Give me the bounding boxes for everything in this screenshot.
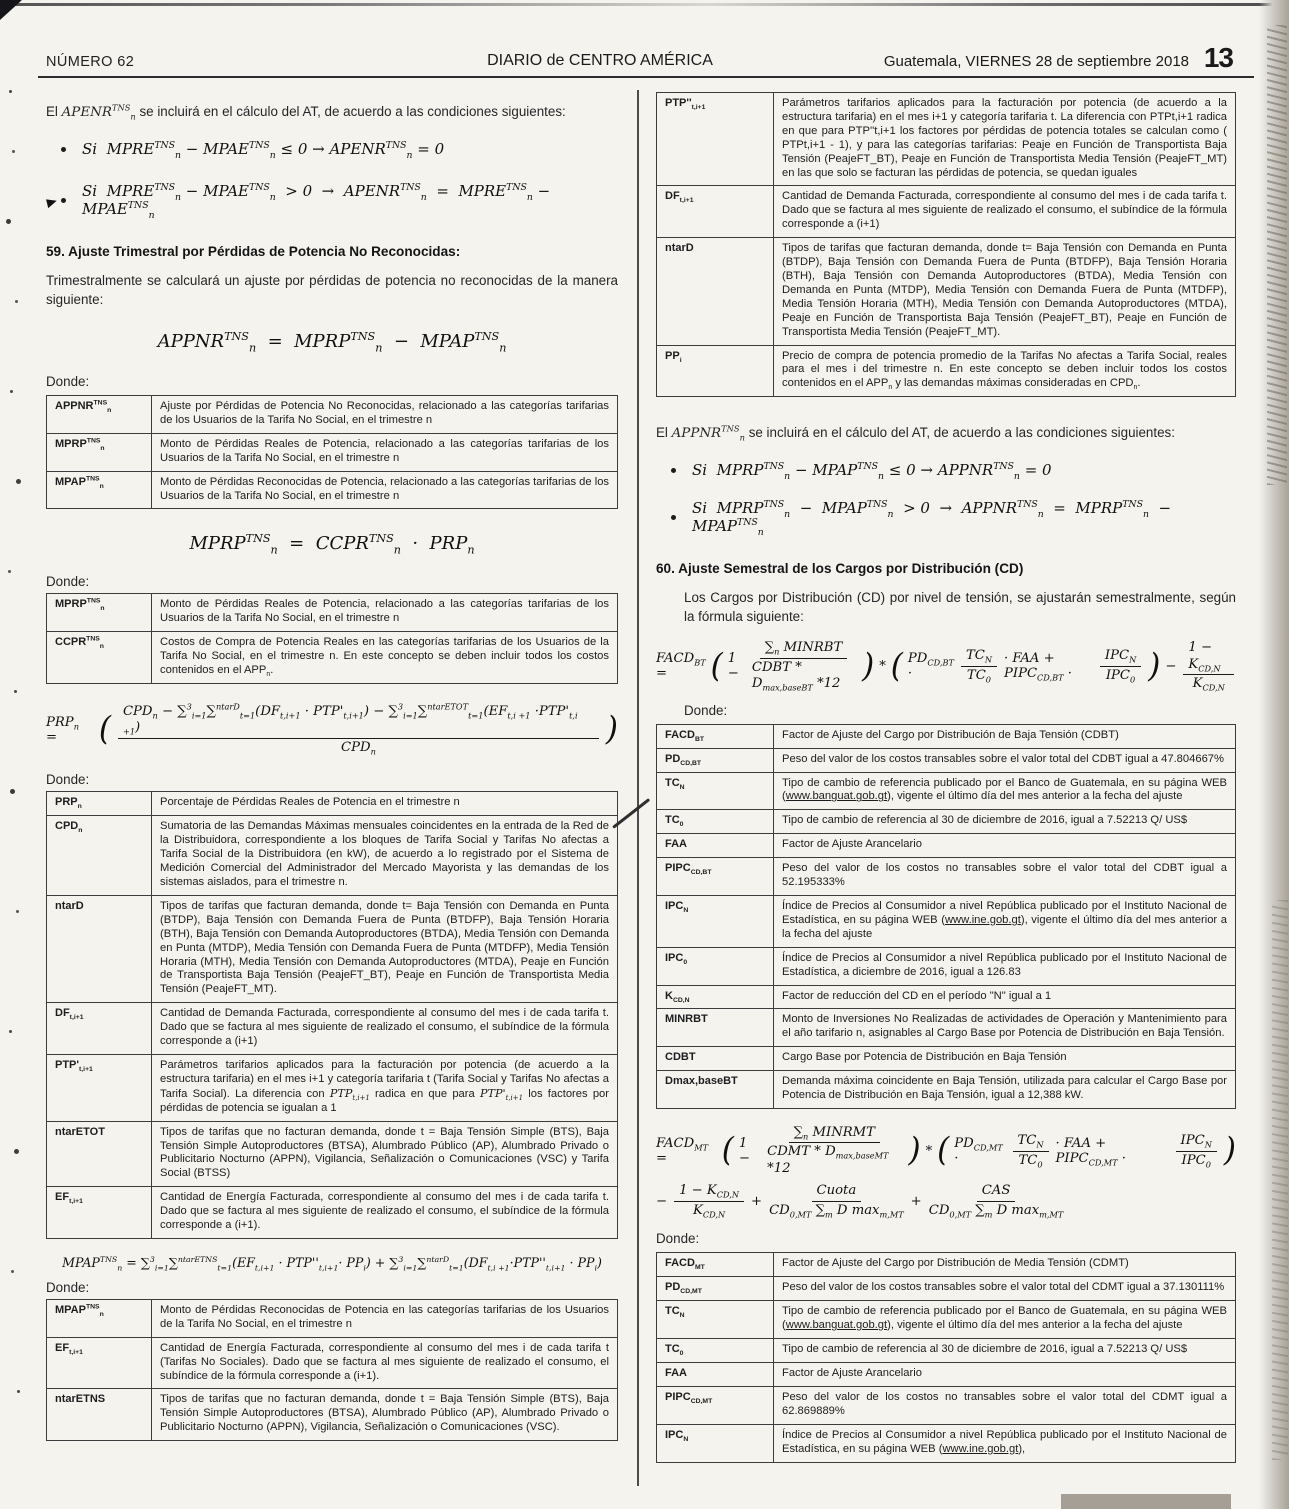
fraction: $\frac{\text{Cuota}}{CD_{0,MT} \sum_m D \max_{m,MT}}$ [769, 1183, 904, 1220]
table-row [47, 792, 618, 816]
table-row [47, 1121, 618, 1187]
term-cell: $PRP_n$ [47, 792, 152, 816]
formula-facd-bt: $FACD_{BT}$ = ( 1 − $\frac{\sum_n MINRBT}{CDBT * D_{max,baseBT} *12}$ ) * ( $PD_{CD,BT}$ · $\frac{TC_N}{TC_0}$ · FAA + $PIPC_{CD,BT}$ · $\frac{IPC_N}{IPC_0}$ ) − $\frac{1 - K_{CD,N}}{K_{CD,N}}$ [656, 640, 1236, 693]
definition-cell: Factor de Ajuste Arancelario [774, 1362, 1236, 1386]
term-cell: $DF_{t,i+1}$ [657, 186, 774, 238]
definition-cell: Índice de Precios al Consumidor a nivel República publicado por el Instituto Nacional de Estadística, en su página WEB (www.ine.gob.gt), [774, 1424, 1236, 1462]
fraction: $\frac{TC_N}{TC_0}$ [961, 648, 997, 684]
term-cell: MINRBT [657, 1009, 774, 1047]
formula-condition-2-right: Si $MPRP^{TNS}_n$ − $MPAP^{TNS}_n > 0$ → $APPNR^{TNS}_n$ = $MPRP^{TNS}_n$ − $MPAP^{TNS}_n$ [692, 499, 1181, 539]
definition-cell: Sumatoria de las Demandas Máximas mensuales coincidentes en la entrada de la Red de la Distribuidora, correspondiente a los bloques de Tarifa Social y Tarifas No afectas a Tarifa Social de la Distribuidora (en kW), de acuerdo a lo registrado por el Sistema de Medición Comercial del Administrador del Mercado Mayorista y las demandas de los sistemas aislados, para el trimestre n. [152, 816, 618, 896]
table-row [657, 1301, 1236, 1339]
definition-cell: Índice de Precios al Consumidor a nivel República publicado por el Instituto Nacional de Estadística, a diciembre de 2016, igual a 126.83 [774, 947, 1236, 985]
section-59-heading: 59. Ajuste Trimestral por Pérdidas de Potencia No Reconocidas: [46, 244, 461, 259]
table-row [657, 1253, 1236, 1277]
fraction: $\frac{IPC_N}{IPC_0}$ [1100, 648, 1141, 684]
term-cell: FAA [657, 1362, 774, 1386]
definition-cell: Cantidad de Demanda Facturada, correspondiente al consumo del mes i de cada tarifa t. Dado que se factura al mes siguiente de realizado el consumo, el subíndice de la fórmula corresponde a (i+1) [774, 186, 1236, 238]
newspaper-title: DIARIO de CENTRO AMÉRICA [487, 52, 713, 69]
table-row [47, 396, 618, 434]
term-cell: $CPD_n$ [47, 816, 152, 896]
term-cell: $MPRP^{TNS}_n$ [47, 433, 152, 471]
definition-cell: Tipo de cambio de referencia publicado por el Banco de Guatemala, en su página WEB (www.banguat.gob.gt), vigente el último día del mes anterior a la fecha del ajuste [774, 772, 1236, 810]
definition-cell: Cargo Base por Potencia de Distribución en Baja Tensión [774, 1047, 1236, 1071]
definition-cell: Porcentaje de Pérdidas Reales de Potencia en el trimestre n [152, 792, 618, 816]
term-cell: $IPC_N$ [657, 1424, 774, 1462]
fraction: $\frac{1 - K_{CD,N}}{K_{CD,N}}$ [674, 1183, 744, 1219]
term-cell: $TC_0$ [657, 1339, 774, 1363]
definition-cell: Tipo de cambio de referencia al 30 de diciembre de 2016, igual a 7.52213 Q/ US$ [774, 810, 1236, 834]
term-cell: $PP_i$ [657, 345, 774, 397]
term-cell: $PD_{CD,BT}$ [657, 748, 774, 772]
table-row [657, 1362, 1236, 1386]
table-row [657, 772, 1236, 810]
table-row [47, 1389, 618, 1441]
definition-cell: Factor de Ajuste Arancelario [774, 834, 1236, 858]
formula-condition-2: Si $MPRE^{TNS}_n$ − $MPAE^{TNS}_n > 0$ → $APENR^{TNS}_n$ = $MPRE^{TNS}_n$ − $MPAE^{TNS}_n$ [82, 182, 555, 221]
term-cell: $EF_{t,i+1}$ [47, 1337, 152, 1389]
term-cell: $EF_{t,i+1}$ [47, 1187, 152, 1239]
table-row [47, 471, 618, 509]
definition-cell: Costos de Compra de Potencia Reales en las categorías tarifarias de los Usuarios de la Tarifa No Social, en el trimestre n. En este concepto se deben incluir todos los costos contenidos en el $APP_n$. [152, 632, 618, 684]
definition-cell: Cantidad de Energía Facturada, correspondiente al consumo del mes i de cada tarifa t. Dado que se factura al mes siguiente de realizado el consumo, el subíndice de la fórmula corresponde a (i+1). [152, 1187, 618, 1239]
definitions-table-bt [656, 724, 1236, 1109]
definition-cell: Tipo de cambio de referencia al 30 de diciembre de 2016, igual a 7.52213 Q/ US$ [774, 1339, 1236, 1363]
left-column [46, 94, 618, 1441]
table-row [657, 1009, 1236, 1047]
definition-cell: Índice de Precios al Consumidor a nivel República publicado por el Instituto Nacional de Estadística, en su página WEB (www.ine.gob.gt), vigente el último día del mes anterior a la fecha del ajuste [774, 895, 1236, 947]
column-divider [637, 90, 639, 1486]
term-cell: Dmax,baseBT [657, 1071, 774, 1109]
term-cell: $MPRP^{TNS}_n$ [47, 594, 152, 632]
term-cell: $PIPC_{CD,MT}$ [657, 1386, 774, 1424]
term-cell: $TC_N$ [657, 772, 774, 810]
term-cell: $PTP'_{t,i+1}$ [47, 1054, 152, 1121]
table-row [657, 186, 1236, 238]
table-row [657, 1277, 1236, 1301]
section-59-paragraph: Trimestralmente se calculará un ajuste por pérdidas de potencia no reconocidas de la manera siguiente: [46, 273, 618, 307]
definition-cell: Monto de Pérdidas Reconocidas de Potencia en las categorías tarifarias de los Usuarios de la Tarifa No Social, en el trimestre n [152, 1299, 618, 1337]
table-row [657, 1071, 1236, 1109]
definition-cell: Parámetros tarifarios aplicados para la facturación por potencia (de acuerdo a la estructura tarifaria) en el mes i+1 y categoría tarifaria t. La diferencia con PTPt,i+1 radica en que para PTP''t,i+1 los factores por pérdidas de potencia totales se calculan como ( PTPt,i+1 - 1), y para las categorías tarifarias: Peaje en Función de Transportista Baja Tensión (PeajeFT_BT), Peaje en Función de Transportista Media Tensión (PeajeFT_MT) en las que solo se facturan las pérdidas de potencia, se quedan iguales [774, 93, 1236, 186]
fraction: $\frac{\text{CAS}}{CD_{0,MT} \sum_m D \max_{m,MT}}$ [928, 1183, 1064, 1220]
page-curl-texture [1272, 900, 1288, 1460]
fraction: $\frac{TC_N}{TC_0}$ [1013, 1133, 1049, 1169]
term-cell: $FACD_{MT}$ [657, 1253, 774, 1277]
definition-cell: Demanda máxima coincidente en Baja Tensión, utilizada para calcular el Cargo Base por Potencia de Distribución en Baja Tensión, igual a 12,388 kW. [774, 1071, 1236, 1109]
condition-bullet [46, 140, 618, 161]
donde-label: Donde: [46, 374, 90, 389]
term-cell: $PIPC_{CD,BT}$ [657, 858, 774, 896]
term-cell: $CCPR^{TNS}_n$ [47, 632, 152, 684]
bullet-icon [671, 515, 676, 520]
header-rule [38, 76, 1254, 78]
bullet-icon [671, 468, 676, 473]
page-number: 13 [1203, 42, 1233, 73]
table-row [47, 1003, 618, 1055]
donde-label: Donde: [46, 1279, 90, 1295]
table-row [657, 724, 1236, 748]
definition-cell: Monto de Pérdidas Reales de Potencia, relacionado a las categorías tarifarias de los Usuarios de la Tarifa No Social, en el trimestre n [152, 433, 618, 471]
definitions-table-mpap [46, 1299, 618, 1441]
term-cell: $APPNR^{TNS}_n$ [47, 396, 152, 434]
scan-corner-artifact [0, 0, 22, 20]
fraction: $\frac{IPC_N}{IPC_0}$ [1176, 1133, 1217, 1169]
term-cell: $IPC_0$ [657, 947, 774, 985]
definition-cell: Peso del valor de los costos transables sobre el valor total del CDMT igual a 37.130111% [774, 1277, 1236, 1301]
formula-condition-1-right: Si $MPRP^{TNS}_n$ − $MPAP^{TNS}_n \le 0$ → $APPNR^{TNS}_n = 0$ [692, 461, 1052, 483]
table-row [657, 748, 1236, 772]
definition-cell: Factor de Ajuste del Cargo por Distribución de Media Tensión (CDMT) [774, 1253, 1236, 1277]
section-60-paragraph: Los Cargos por Distribución (CD) por nivel de tensión, se ajustarán semestralmente, según la fórmula siguiente: [684, 590, 1236, 625]
definitions-table-mt [656, 1252, 1236, 1462]
term-cell: $PTP''_{t,i+1}$ [657, 93, 774, 186]
definitions-table-prp [46, 791, 618, 1238]
scan-bottom-artifact [1061, 1494, 1231, 1509]
donde-label: Donde: [46, 574, 90, 590]
term-cell: $IPC_N$ [657, 895, 774, 947]
definitions-table-mprp [46, 593, 618, 684]
section-60-heading: 60. Ajuste Semestral de los Cargos por Distribución (CD) [656, 561, 1024, 577]
term-cell: ntarETNS [47, 1389, 152, 1441]
page-curl-texture [1267, 25, 1287, 485]
table-row [657, 985, 1236, 1009]
table-row [47, 816, 618, 896]
fraction: $\frac{\sum_n MINRBT}{CDBT * D_{max,baseBT} *12}$ [752, 640, 855, 693]
formula-mpap: $MPAP^{TNS}_n = \sum^3_{i=1}\sum^{ntarETNS}_{t=1}(EF_{t,i+1} \cdot PTP''_{t,i+1}\cdot PP_i) + \sum^3_{i=1}\sum^{ntarD}_{t=1}(DF_{t,i +1}\cdot PTP''_{t,i+1} \cdot PP_i)$ [62, 1254, 602, 1273]
definition-cell: Peso del valor de los costos no transables sobre el valor total del CDBT igual a 52.195333% [774, 858, 1236, 896]
table-row [47, 1054, 618, 1121]
term-cell: $K_{CD,N}$ [657, 985, 774, 1009]
definition-cell: Tipos de tarifas que facturan demanda, donde t= Baja Tensión con Demanda en Punta (BTDP), Baja Tensión con Demanda Fuera de Punta (BTDFP), Baja Tensión Horaria (BTH), Baja Tensión con Demanda Autoproductores (BTDA), Media Tensión con Demanda en Punta (MTDP), Media Tensión con Demanda Fuera de Punta (MTDFP), Media Tensión Horaria (MTH), Media Tensión con Demanda Autoproductores (MTDA), Peaje en Función de Transportista Baja Tensión (PeajeFT_BT), Peaje en Función de Transportista Media Tensión (PeajeFT_MT). [774, 238, 1236, 345]
fraction: $\frac{\sum_n MINRMT}{CDMT * D_{max,baseMT} *12}$ [767, 1124, 889, 1176]
definition-cell: Precio de compra de potencia promedio de la Tarifas No afectas a Tarifa Social, reales para el mes i del trimestre n. En este concepto se deben incluir todos los costos contenidos en el $APP_n$ y las demandas máximas consideradas en $CPD_n$. [774, 345, 1236, 397]
formula-appnr: $APPNR^{TNS}_n$ = $MPRP^{TNS}_n$ − $MPAP^{TNS}_n$ [157, 330, 507, 355]
donde-label: Donde: [684, 702, 728, 718]
term-cell: ntarD [47, 895, 152, 1002]
definition-cell: Monto de Pérdidas Reconocidas de Potencia, relacionado a las categorías tarifarias de los Usuarios de la Tarifa No Social, en el trimestre n [152, 471, 618, 509]
definition-cell: Peso del valor de los costos no transables sobre el valor total del CDMT igual a 62.869889% [774, 1386, 1236, 1424]
table-row [47, 632, 618, 684]
bullet-icon [61, 198, 66, 203]
intro-paragraph: El $APENR^{TNS}_n$ se incluirá en el cálculo del AT, de acuerdo a las condiciones siguientes: [46, 102, 566, 122]
definition-cell: Monto de Pérdidas Reales de Potencia, relacionado a las categorías tarifarias de los Usuarios de la Tarifa No Social, en el trimestre n [152, 594, 618, 632]
formula-prp: $PRP_n$ = ( $CPD_n - \sum^3_{i=1}\sum^{ntarD}_{t=1}(DF_{t,i+1} \cdot PTP'_{t,i+1}) - \sum^3_{i=1}\sum^{ntarETOT}_{t=1}(EF_{t,i +1} \cdot PTP'_{t,i +1})$ $CPD_n$ ) [46, 701, 618, 757]
header-date: Guatemala, VIERNES 28 de septiembre 2018 [883, 53, 1189, 70]
table-row [47, 895, 618, 1002]
fraction: $CPD_n - \sum^3_{i=1}\sum^{ntarD}_{t=1}(DF_{t,i+1} \cdot PTP'_{t,i+1}) - \sum^3_{i=1}\sum^{ntarETOT}_{t=1}(EF_{t,i +1} \cdot PTP'_{t,i +1})$ $CPD_n$ [118, 704, 599, 757]
definition-cell: Factor de Ajuste del Cargo por Distribución de Baja Tensión (CDBT) [774, 724, 1236, 748]
intro-paragraph-right: El $APPNR^{TNS}_n$ se incluirá en el cálculo del AT, de acuerdo a las condiciones siguientes: [656, 423, 1175, 443]
donde-label: Donde: [656, 1231, 700, 1247]
definition-cell: Tipos de tarifas que no facturan demanda, donde t = Baja Tensión Simple (BTS), Baja Tensión Simple Autoproductores (BTSA), Alumbrado Público (AP), Alumbrado Privado o Publicitario Nocturno (APPN), Vigilancia, Señalización o Comunicaciones (VSC). [152, 1389, 618, 1441]
right-column [656, 92, 1236, 1463]
issue-number: NÚMERO 62 [46, 54, 135, 70]
term-cell: $PD_{CD,MT}$ [657, 1277, 774, 1301]
table-row [47, 594, 618, 632]
term-cell: $MPAP^{TNS}_n$ [47, 1299, 152, 1337]
table-row [47, 1337, 618, 1389]
definitions-table-appnr [46, 395, 618, 509]
table-row [657, 810, 1236, 834]
formula-facd-mt-line1: $FACD_{MT}$ = ( 1 − $\frac{\sum_n MINRMT}{CDMT * D_{max,baseMT} *12}$ ) * ( $PD_{CD,MT}$ · $\frac{TC_N}{TC_0}$ · FAA + $PIPC_{CD,MT}$ · $\frac{IPC_N}{IPC_0}$ ) [656, 1124, 1236, 1176]
table-row [47, 1187, 618, 1239]
definition-cell: Tipos de tarifas que no facturan demanda, donde t = Baja Tensión Simple (BTS), Baja Tensión Simple Autoproductores (BTSA), Alumbrado Público (AP), Alumbrado Privado o Publicitario Nocturno (APPN), Vigilancia, Señalización o Comunicaciones (VSC) y Tarifa Social (BTSS) [152, 1121, 618, 1187]
definition-cell: Monto de Inversiones No Realizadas de actividades de Operación y Mantenimiento para el año tarifario n, asignables al Cargo Base por Potencia de Distribución en Baja Tensión. [774, 1009, 1236, 1047]
condition-bullet [656, 461, 1236, 483]
table-row [657, 1386, 1236, 1424]
term-cell: FAA [657, 834, 774, 858]
scan-top-edge-artifact [0, 3, 1289, 6]
term-cell: $DF_{t,i+1}$ [47, 1003, 152, 1055]
definitions-table-continued [656, 92, 1236, 397]
formula-mprp: $MPRP^{TNS}_n$ = $CCPR^{TNS}_n \cdot PRP_n$ [189, 532, 475, 558]
definition-cell: Tipos de tarifas que facturan demanda, donde t= Baja Tensión con Demanda en Punta (BTDP), Baja Tensión con Demanda Fuera de Punta (BTDFP), Baja Tensión Horaria (BTH), Baja Tensión con Demanda Autoproductores (BTDA), Media Tensión con Demanda en Punta (MTDP), Media Tensión con Demanda Fuera de Punta (MTDFP), Media Tensión Horaria (MTH), Media Tensión con Demanda Autoproductores (MTDA), Peaje en Función de Transportista Baja Tensión (PeajeFT_BT), Peaje en Función de Transportista Media Tensión (PeajeFT_MT). [152, 895, 618, 1002]
condition-bullet [656, 499, 1236, 539]
term-cell: ntarD [657, 238, 774, 345]
table-row [47, 1299, 618, 1337]
table-row [657, 895, 1236, 947]
table-row [657, 1047, 1236, 1071]
donde-label: Donde: [46, 772, 90, 788]
condition-bullet [46, 182, 618, 221]
table-row [657, 238, 1236, 345]
term-cell: $FACD_{BT}$ [657, 724, 774, 748]
term-cell: $TC_0$ [657, 810, 774, 834]
bullet-icon [61, 147, 66, 152]
scan-specks [9, 90, 12, 93]
table-row [657, 834, 1236, 858]
table-row [657, 1424, 1236, 1462]
table-row [657, 1339, 1236, 1363]
definition-cell: Peso del valor de los costos transables sobre el valor total del CDBT igual a 47.804667% [774, 748, 1236, 772]
definition-cell: Cantidad de Demanda Facturada, correspondiente al consumo del mes i de cada tarifa t. Dado que se factura al mes siguiente de realizado el consumo, el subíndice de la fórmula corresponde a (i+1) [152, 1003, 618, 1055]
table-row [47, 433, 618, 471]
term-cell: CDBT [657, 1047, 774, 1071]
formula-facd-mt-line2: − $\frac{1 - K_{CD,N}}{K_{CD,N}}$ + $\frac{\text{Cuota}}{CD_{0,MT} \sum_m D \max_{m,MT}}$ + $\frac{\text{CAS}}{CD_{0,MT} \sum_m D \max_{m,MT}}$ [656, 1183, 1064, 1220]
table-row [657, 858, 1236, 896]
table-row [657, 345, 1236, 397]
definition-cell: Ajuste por Pérdidas de Potencia No Reconocidas, relacionado a las categorías tarifarias de los Usuarios de la Tarifa No Social, en el trimestre n [152, 396, 618, 434]
definition-cell: Cantidad de Energía Facturada, correspondiente al consumo del mes i de cada tarifa t (Tarifas No Sociales). Dado que se factura al mes siguiente de realizado el consumo, el subíndice de la fórmula corresponde a (i+1). [152, 1337, 618, 1389]
table-row [657, 93, 1236, 186]
fraction: $\frac{1 - K_{CD,N}}{K_{CD,N}}$ [1183, 640, 1234, 693]
term-cell: ntarETOT [47, 1121, 152, 1187]
term-cell: $TC_N$ [657, 1301, 774, 1339]
formula-condition-1: Si $MPRE^{TNS}_n$ − $MPAE^{TNS}_n \le 0$ → $APENR^{TNS}_n = 0$ [82, 140, 445, 161]
definition-cell: Factor de reducción del CD en el período "N" igual a 1 [774, 985, 1236, 1009]
term-cell: $MPAP^{TNS}_n$ [47, 471, 152, 509]
definition-cell: Tipo de cambio de referencia publicado por el Banco de Guatemala, en su página WEB (www.banguat.gob.gt), vigente el último día del mes anterior a la fecha del ajuste [774, 1301, 1236, 1339]
definition-cell: Parámetros tarifarios aplicados para la facturación por potencia (de acuerdo a la estructura tarifaria) en el mes i+1 y categoría tarifaria t (Tarifa Social y Tarifas No afectas a Tarifa Social). La diferencia con $PTP_{t,i+1}$ radica en que para $PTP'_{t,i+1}$ los factores por pérdidas de potencia se igualan a 1 [152, 1054, 618, 1121]
table-row [657, 947, 1236, 985]
